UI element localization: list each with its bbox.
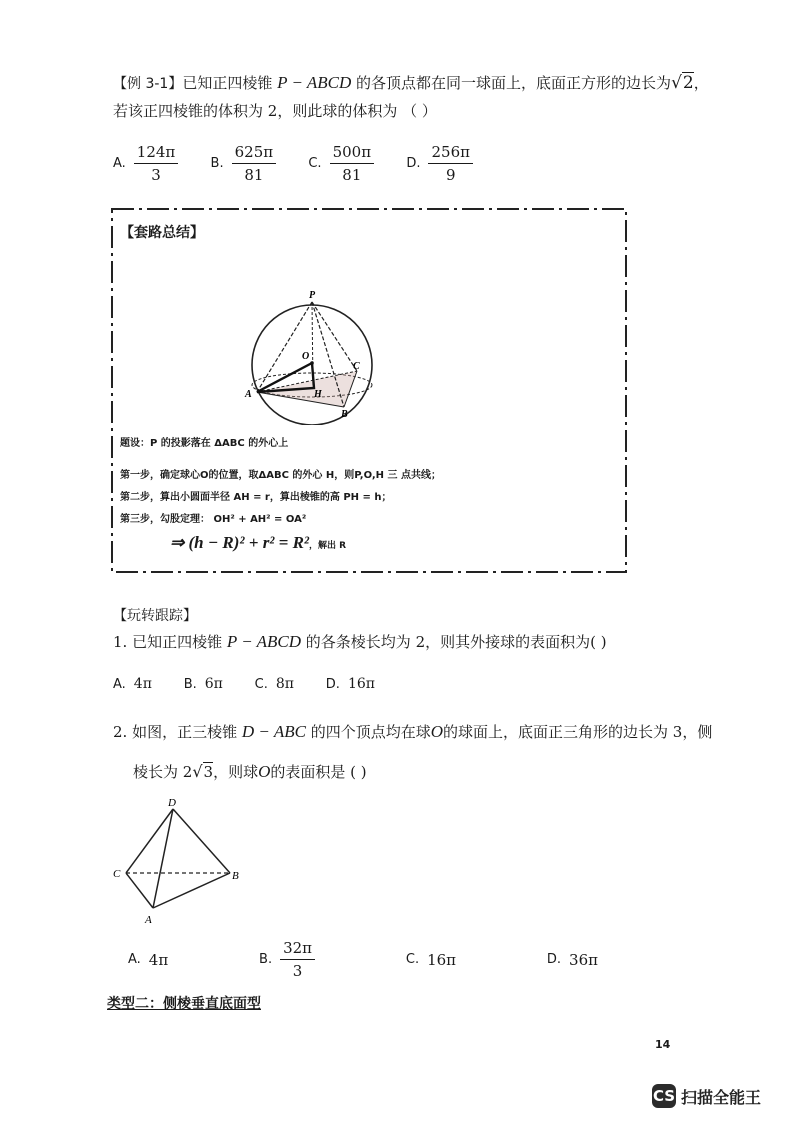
option-value: 4π bbox=[148, 950, 169, 969]
option-denominator: 3 bbox=[292, 961, 303, 980]
label-c: C bbox=[113, 868, 121, 880]
option-value: 16π bbox=[427, 950, 457, 969]
q2-pyramid-name: D − ABC bbox=[241, 722, 306, 741]
q1-option-b[interactable] bbox=[184, 676, 223, 692]
q1-option-c[interactable] bbox=[255, 676, 294, 692]
summary-formula bbox=[170, 533, 346, 553]
q1-text-b: 的各条棱长均为 2，则其外接球的表面积为( ) bbox=[305, 633, 607, 651]
option-numerator: 32π bbox=[280, 940, 315, 960]
option-label: C. bbox=[405, 952, 420, 967]
q2-option-c[interactable] bbox=[406, 951, 456, 969]
option-label: A. bbox=[113, 156, 126, 171]
label-o: O bbox=[302, 351, 310, 362]
label-a: A bbox=[145, 914, 152, 926]
option-label: D. bbox=[546, 952, 562, 967]
q2-line2-b: ，则球 bbox=[213, 763, 259, 781]
practice-q2-line2: 棱长为 2√3，则球O的表面积是 ( ) bbox=[133, 762, 367, 781]
option-value: 8π bbox=[275, 676, 294, 692]
option-value: 36π bbox=[569, 950, 598, 969]
summary-line-step2: 第二步，算出小圆面半径 AH = r，算出棱锥的高 PH = h； bbox=[120, 492, 392, 503]
q2-text-b: 的四个顶点均在球 bbox=[310, 723, 431, 741]
formula-tail: ，解出 R bbox=[309, 541, 347, 551]
label-b: B bbox=[232, 870, 239, 882]
label-a: A bbox=[245, 389, 252, 400]
label-h: H bbox=[314, 389, 322, 400]
practice-title: 【玩转跟踪】 bbox=[113, 608, 197, 624]
example-tag: 【例 3-1】 bbox=[113, 76, 183, 92]
q2-sphere-name-2: O bbox=[258, 762, 271, 781]
example-text-a: 已知正四棱锥 bbox=[182, 74, 273, 92]
edge-db bbox=[173, 809, 230, 873]
option-label: B. bbox=[210, 156, 224, 171]
label-c: C bbox=[353, 361, 360, 372]
q1-option-a[interactable] bbox=[113, 676, 152, 692]
option-label: D. bbox=[406, 156, 421, 171]
label-d: D bbox=[168, 797, 176, 809]
option-denominator: 81 bbox=[342, 165, 362, 184]
tetrahedron-figure bbox=[108, 795, 248, 930]
example-text-c: ， bbox=[693, 74, 709, 92]
q2-option-d[interactable] bbox=[547, 951, 598, 969]
option-numerator: 256π bbox=[428, 144, 473, 164]
example-question-line2: 若该正四棱锥的体积为 2，则此球的体积为 （ ） bbox=[113, 102, 437, 120]
example-pyramid-name: P − ABCD bbox=[277, 73, 352, 92]
summary-title: 【套路总结】 bbox=[120, 225, 204, 241]
q1-option-d[interactable] bbox=[326, 676, 375, 692]
option-value: 16π bbox=[347, 676, 375, 692]
example-text-b: 的各顶点都在同一球面上，底面正方形的边长为 bbox=[356, 74, 672, 92]
summary-line-step1: 第一步，确定球心O的位置，取ΔABC 的外心 H，则P,O,H 三 点共线； bbox=[120, 470, 441, 481]
q2-sphere-name: O bbox=[430, 722, 444, 741]
formula-equation: ⇒ (h − R)² + r² = R² bbox=[170, 533, 310, 552]
option-label: A. bbox=[128, 952, 141, 967]
practice-q2-line1 bbox=[113, 723, 712, 740]
option-label: A. bbox=[113, 676, 126, 692]
page-number: 14 bbox=[655, 1038, 671, 1051]
option-numerator: 500π bbox=[330, 144, 375, 164]
q2-line2-c: 的表面积是 ( ) bbox=[270, 763, 367, 781]
q2-text-a: 2. 如图，正三棱锥 bbox=[113, 723, 238, 741]
section-heading: 类型二：侧棱垂直底面型 bbox=[107, 996, 261, 1012]
q1-options bbox=[113, 676, 375, 692]
option-label: B. bbox=[183, 676, 197, 692]
option-label: C. bbox=[254, 676, 268, 692]
q1-pyramid-name: P − ABCD bbox=[226, 632, 302, 651]
scanner-watermark bbox=[652, 1084, 761, 1108]
example-sqrt-radicand: 2 bbox=[682, 73, 694, 93]
sphere-pyramid-figure bbox=[240, 285, 390, 425]
label-p: P bbox=[309, 290, 316, 301]
q2-text-c: 的球面上，底面正三角形的边长为 3，侧 bbox=[443, 723, 713, 741]
option-denominator: 9 bbox=[445, 165, 456, 184]
q2-line2-a: 棱长为 2 bbox=[133, 763, 193, 781]
q2-sqrt-radicand: 3 bbox=[203, 763, 214, 781]
option-value: 6π bbox=[204, 676, 223, 692]
edge-ca bbox=[126, 873, 153, 908]
option-denominator: 3 bbox=[151, 165, 161, 184]
example-question-line1: 【例 3-1】已知正四棱锥 P − ABCD 的各顶点都在同一球面上，底面正方形的边长为√2， bbox=[113, 73, 709, 93]
practice-q1 bbox=[113, 633, 607, 650]
q1-text-a: 1. 已知正四棱锥 bbox=[113, 633, 223, 651]
option-denominator: 81 bbox=[244, 165, 264, 184]
option-label: B. bbox=[259, 952, 273, 967]
edge-ab bbox=[153, 873, 230, 908]
option-label: D. bbox=[325, 676, 340, 692]
option-value: 4π bbox=[133, 676, 152, 692]
label-b: B bbox=[341, 409, 348, 420]
option-numerator: 124π bbox=[134, 144, 179, 164]
summary-line-premise: 题设：P 的投影落在 ΔABC 的外心上 bbox=[120, 438, 289, 449]
q2-options bbox=[128, 940, 598, 979]
edge-pc bbox=[312, 302, 357, 371]
option-numerator: 625π bbox=[232, 144, 277, 164]
scanner-app-name: 扫描全能王 bbox=[681, 1087, 762, 1107]
summary-line-step3: 第三步，勾股定理： OH² + AH² = OA² bbox=[120, 514, 307, 525]
scanner-logo-icon: CS bbox=[652, 1084, 676, 1108]
q2-option-a[interactable] bbox=[128, 951, 168, 969]
q2-option-b[interactable] bbox=[259, 940, 315, 979]
option-label: C. bbox=[308, 156, 322, 171]
center-point-o bbox=[310, 361, 314, 365]
